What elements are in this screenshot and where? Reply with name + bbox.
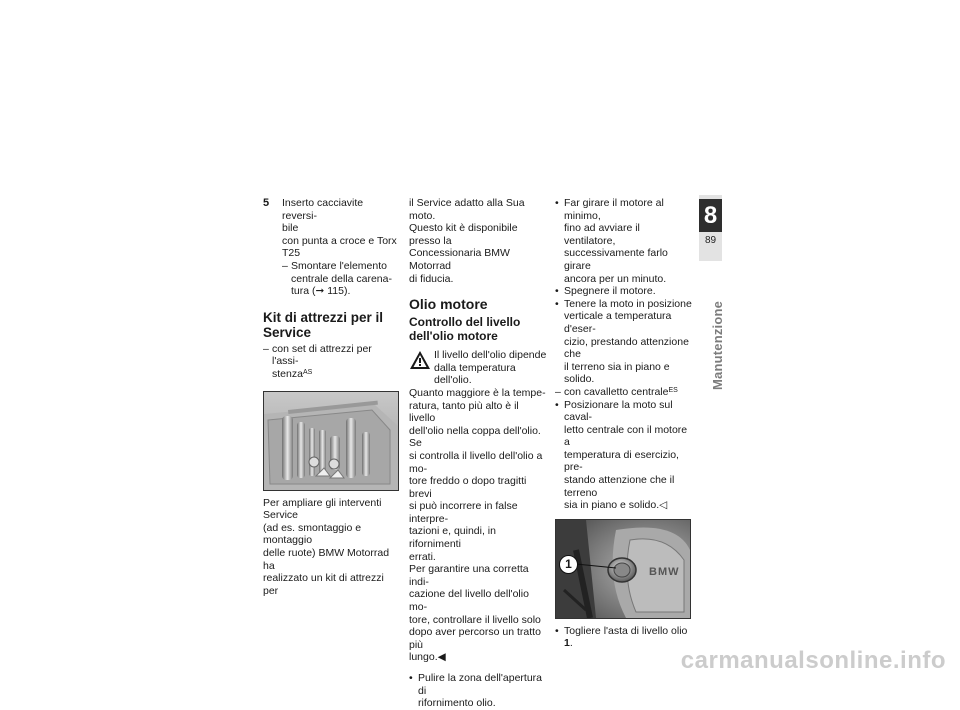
intro-line-4: di fiducia.	[409, 272, 454, 285]
step-5-line-2: bile	[282, 222, 299, 235]
bullet-idle-engine	[555, 197, 693, 285]
warning-body-line-12: dopo aver percorso un tratto più	[409, 626, 541, 651]
bullet-clean-line-2: rifornimento olio.	[418, 697, 496, 710]
warning-body-line-11: tore, controllare il livello solo	[409, 613, 541, 626]
warning-line-2: dalla temperatura dell'olio.	[434, 361, 516, 387]
column-3	[555, 197, 693, 650]
substep-line-1: – Smontare l'elemento	[291, 259, 387, 272]
body-line-1: Per ampliare gli interventi Service	[263, 496, 382, 522]
column-2	[409, 197, 547, 710]
option-center-stand	[555, 386, 693, 399]
warning-triangle-icon	[409, 350, 431, 370]
substep-line-2: centrale della carena-	[291, 272, 392, 285]
chapter-title-text: Manutenzione	[710, 300, 725, 390]
bullet1-line-3: successivamente farlo girare	[564, 247, 668, 272]
section-heading-line-1: Kit di attrezzi per il	[263, 309, 384, 325]
chapter-number: 8	[699, 199, 722, 232]
body-line-4: realizzato un kit di attrezzi per	[263, 572, 384, 597]
heading-engine-oil: Olio motore	[409, 296, 488, 313]
bullet-clean-line-1: • Pulire la zona dell'apertura di	[418, 672, 542, 697]
section-heading-service-kit	[263, 310, 399, 340]
bullet-remove-dipstick	[555, 625, 693, 650]
intro-line-2: Questo kit è disponibile presso la	[409, 222, 518, 247]
bullet-clean-filler	[409, 672, 547, 710]
step-5-line-1: Inserto cacciavite reversi-	[282, 197, 364, 222]
intro-line-3: Concessionaria BMW Motorrad	[409, 247, 510, 272]
step-5-substep	[282, 260, 399, 298]
bullet4-line-4: stando attenzione che il terreno	[564, 474, 675, 499]
bullet4-line-2: letto centrale con il motore a	[564, 423, 688, 449]
warning-body	[409, 387, 547, 664]
bullet4-line-1: • Posizionare la moto sul caval-	[564, 398, 673, 424]
step-number: 5	[263, 197, 270, 209]
option-center-stand-text: con cavalletto centrale	[564, 385, 669, 398]
bullet3-line-1: • Tenere la moto in posizione	[564, 297, 692, 310]
warning-body-line-2: ratura, tanto più alto è il livello	[409, 399, 519, 425]
bullet2-line: • Spegnere il motore.	[564, 285, 656, 298]
bullet3-line-4: il terreno sia in piano e solido.	[564, 360, 670, 386]
bullet-hold-upright	[555, 298, 693, 386]
option-line-2: stenza$^{AS}$	[272, 367, 313, 380]
warning-body-line-3: dell'olio nella coppa dell'olio. Se	[409, 424, 541, 450]
warning-body-line-13: lungo.◀	[409, 651, 446, 664]
warning-body-line-10: cazione del livello dell'olio mo-	[409, 588, 529, 614]
photo-brand-text: BMW	[649, 565, 680, 578]
warning-body-line-9: Per garantire una corretta indi-	[409, 563, 529, 588]
substep-line-3: tura (➞ 115).	[291, 285, 351, 298]
warning-body-line-5: tore freddo o dopo tragitti brevi	[409, 475, 527, 500]
warning-body-line-6: si può incorrere in false interpre-	[409, 500, 518, 525]
last-bullet-ref: 1	[564, 637, 570, 650]
warning-body-line-1: Quanto maggiore è la tempe-	[409, 386, 546, 399]
bullet4-line-5: sia in piano e solido.◁	[564, 499, 668, 512]
bullet-center-stand	[555, 399, 693, 512]
intro-line-1: il Service adatto alla Sua moto.	[409, 197, 525, 222]
section-heading-line-2: Service	[263, 324, 312, 340]
step-5-line-4: T25	[282, 247, 301, 260]
oil-dipstick-photo	[555, 519, 691, 619]
service-kit-body	[263, 497, 399, 598]
warning-body-line-4: si controlla il livello dell'olio a mo-	[409, 449, 543, 475]
watermark: carmanualsonline.info	[680, 647, 946, 674]
option-sup: AS	[302, 368, 313, 376]
body-line-2: (ad es. smontaggio e montaggio	[263, 521, 362, 547]
bullet3-line-2: verticale a temperatura d'eser-	[564, 310, 672, 335]
chapter-tab	[699, 195, 722, 261]
column-1	[263, 197, 399, 597]
tool-kit-illustration	[264, 392, 398, 490]
warning-line-1: Il livello dell'olio dipende	[434, 349, 547, 362]
step-5-line-3: con punta a croce e Torx	[282, 234, 397, 247]
option-center-stand-sup: ES	[668, 386, 678, 394]
subheading-line-1: Controllo del livello	[409, 315, 521, 330]
warning-body-line-8: errati.	[409, 550, 436, 563]
last-bullet-text: Togliere l'asta di livello olio	[564, 624, 688, 637]
option-line-1: – con set di attrezzi per l'assi-	[272, 342, 372, 368]
bullet4-line-3: temperatura di esercizio, pre-	[564, 448, 679, 474]
subheading-line-2: dell'olio motore	[409, 329, 498, 344]
bullet1-line-1: • Far girare il motore al minimo,	[564, 197, 664, 222]
service-kit-option	[263, 343, 399, 381]
bullet3-line-3: cizio, prestando attenzione che	[564, 335, 689, 361]
bullet1-line-2: fino ad avviare il ventilatore,	[564, 222, 640, 247]
step-5	[263, 197, 399, 298]
page-number: 89	[704, 235, 717, 246]
warning-block	[409, 349, 547, 387]
warning-body-line-7: tazioni e, quindi, in rifornimenti	[409, 525, 496, 551]
chapter-side-title	[686, 270, 734, 390]
tool-kit-photo	[263, 391, 399, 491]
bullet1-line-4: ancora per un minuto.	[564, 272, 667, 285]
photo-callout-1: 1	[559, 555, 578, 574]
bullet-stop-engine	[555, 285, 693, 298]
last-bullet-end: .	[569, 637, 573, 650]
body-line-3: delle ruote) BMW Motorrad ha	[263, 546, 390, 572]
heading-oil-level-check	[409, 315, 547, 343]
